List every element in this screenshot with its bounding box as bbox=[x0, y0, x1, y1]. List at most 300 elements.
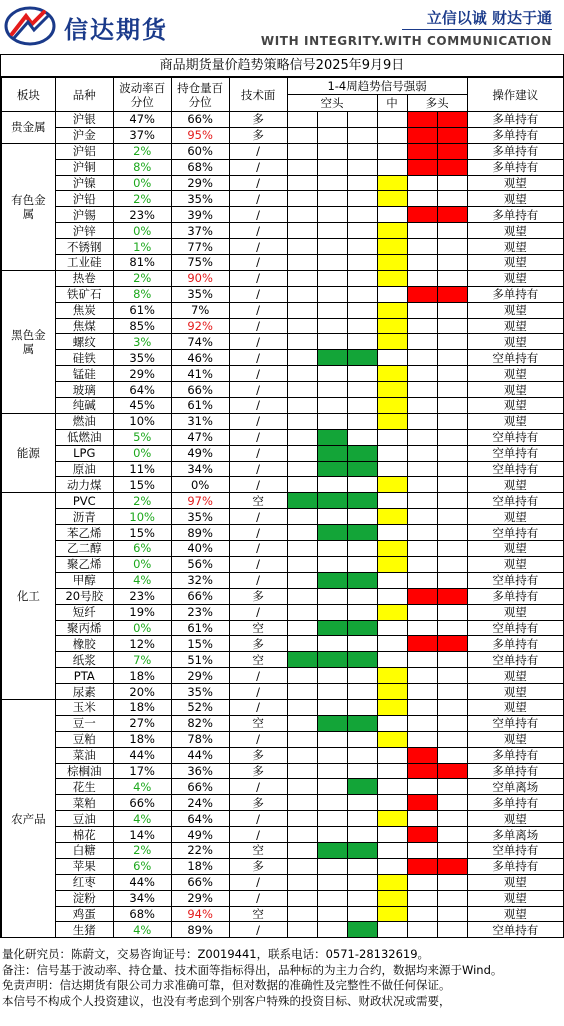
signal-cell bbox=[317, 827, 347, 843]
open-interest-cell: 66% bbox=[171, 382, 229, 398]
signal-cell bbox=[377, 175, 407, 191]
signal-cell bbox=[317, 620, 347, 636]
volatility-cell: 4% bbox=[113, 922, 171, 938]
signal-cell bbox=[407, 112, 437, 128]
advice-cell: 观望 bbox=[467, 382, 563, 398]
signal-cell bbox=[407, 572, 437, 588]
signal-cell bbox=[437, 461, 467, 477]
signal-cell bbox=[317, 255, 347, 271]
table-row bbox=[2, 890, 564, 906]
signal-cell bbox=[377, 906, 407, 922]
signal-cell bbox=[437, 556, 467, 572]
signal-cell bbox=[437, 636, 467, 652]
signal-cell bbox=[377, 398, 407, 414]
open-interest-cell: 66% bbox=[171, 588, 229, 604]
variety-cell: 玻璃 bbox=[55, 382, 113, 398]
volatility-cell: 3% bbox=[113, 334, 171, 350]
technical-cell: / bbox=[229, 509, 287, 525]
advice-cell: 观望 bbox=[467, 541, 563, 557]
signal-cell bbox=[377, 112, 407, 128]
signal-cell bbox=[347, 779, 377, 795]
signal-cell bbox=[317, 382, 347, 398]
table-row bbox=[2, 143, 564, 159]
signal-cell bbox=[347, 731, 377, 747]
technical-cell: 空 bbox=[229, 652, 287, 668]
signal-cell bbox=[437, 477, 467, 493]
signal-cell bbox=[317, 731, 347, 747]
signal-cell bbox=[437, 159, 467, 175]
footer-disclaimer-2: 本信号不构成个人投资建议，也没有考虑到个别客户特殊的投资目标、财政状况或需要， bbox=[2, 993, 451, 1008]
variety-cell: 纯碱 bbox=[55, 398, 113, 414]
signal-cell bbox=[347, 874, 377, 890]
signal-cell bbox=[377, 445, 407, 461]
table-row bbox=[2, 366, 564, 382]
table-row bbox=[2, 413, 564, 429]
table-row bbox=[2, 684, 564, 700]
advice-cell: 观望 bbox=[467, 668, 563, 684]
signal-cell bbox=[377, 922, 407, 938]
signal-cell bbox=[407, 668, 437, 684]
volatility-cell: 81% bbox=[113, 255, 171, 271]
volatility-cell: 6% bbox=[113, 858, 171, 874]
signal-cell bbox=[317, 127, 347, 143]
open-interest-cell: 36% bbox=[171, 763, 229, 779]
signal-cell bbox=[347, 477, 377, 493]
table-row bbox=[2, 652, 564, 668]
volatility-cell: 11% bbox=[113, 461, 171, 477]
technical-cell: / bbox=[229, 779, 287, 795]
signal-cell bbox=[407, 588, 437, 604]
open-interest-cell: 66% bbox=[171, 874, 229, 890]
footer-disclaimer: 免责声明：信达期货有限公司力求准确可靠，但对数据的准确性及完整性不做任何保证。 bbox=[2, 978, 451, 992]
volatility-cell: 4% bbox=[113, 779, 171, 795]
signal-cell bbox=[347, 493, 377, 509]
technical-cell: / bbox=[229, 159, 287, 175]
signal-cell bbox=[377, 159, 407, 175]
advice-cell: 多单持有 bbox=[467, 143, 563, 159]
variety-cell: 乙二醇 bbox=[55, 541, 113, 557]
signal-cell bbox=[407, 461, 437, 477]
variety-cell: 花生 bbox=[55, 779, 113, 795]
header-advice: 操作建议 bbox=[467, 78, 563, 112]
table-row bbox=[2, 525, 564, 541]
table-row bbox=[2, 270, 564, 286]
technical-cell: / bbox=[229, 556, 287, 572]
table-row bbox=[2, 445, 564, 461]
signal-cell bbox=[317, 795, 347, 811]
signal-cell bbox=[317, 143, 347, 159]
signal-cell bbox=[407, 652, 437, 668]
signal-cell bbox=[437, 620, 467, 636]
advice-cell: 观望 bbox=[467, 731, 563, 747]
signal-cell bbox=[317, 715, 347, 731]
signal-cell bbox=[347, 525, 377, 541]
volatility-cell: 0% bbox=[113, 175, 171, 191]
signal-cell bbox=[317, 556, 347, 572]
signal-cell bbox=[377, 874, 407, 890]
signal-cell bbox=[317, 604, 347, 620]
signal-cell bbox=[347, 699, 377, 715]
signal-cell bbox=[437, 270, 467, 286]
footer-note: 备注：信号基于波动率、持仓量、技术面等指标得出，品种标的为主力合约，数据均来源于Wind。 bbox=[2, 962, 503, 977]
signal-cell bbox=[287, 366, 317, 382]
volatility-cell: 18% bbox=[113, 668, 171, 684]
signal-cell bbox=[317, 477, 347, 493]
advice-cell: 空单持有 bbox=[467, 525, 563, 541]
advice-cell: 观望 bbox=[467, 398, 563, 414]
signal-cell bbox=[347, 684, 377, 700]
header-signal: 1-4周趋势信号强弱 bbox=[287, 78, 467, 95]
open-interest-cell: 39% bbox=[171, 207, 229, 223]
variety-cell: 焦炭 bbox=[55, 302, 113, 318]
signal-cell bbox=[287, 572, 317, 588]
signal-cell bbox=[377, 334, 407, 350]
signal-cell bbox=[347, 143, 377, 159]
table-row bbox=[2, 636, 564, 652]
signal-cell bbox=[437, 604, 467, 620]
table-row bbox=[2, 382, 564, 398]
signal-cell bbox=[347, 175, 377, 191]
variety-cell: 螺纹 bbox=[55, 334, 113, 350]
signal-cell bbox=[317, 429, 347, 445]
signal-cell bbox=[407, 191, 437, 207]
signal-table-body bbox=[2, 112, 564, 938]
technical-cell: / bbox=[229, 223, 287, 239]
signal-cell bbox=[347, 842, 377, 858]
table-row bbox=[2, 668, 564, 684]
volatility-cell: 10% bbox=[113, 413, 171, 429]
header-sector: 板块 bbox=[2, 78, 56, 112]
signal-cell bbox=[437, 588, 467, 604]
technical-cell: / bbox=[229, 413, 287, 429]
advice-cell: 多单持有 bbox=[467, 588, 563, 604]
signal-cell bbox=[407, 874, 437, 890]
open-interest-cell: 66% bbox=[171, 112, 229, 128]
open-interest-cell: 31% bbox=[171, 413, 229, 429]
sector-cell: 农产品 bbox=[2, 699, 56, 937]
open-interest-cell: 61% bbox=[171, 620, 229, 636]
table-row bbox=[2, 223, 564, 239]
volatility-cell: 2% bbox=[113, 842, 171, 858]
signal-cell bbox=[407, 350, 437, 366]
signal-cell bbox=[407, 445, 437, 461]
signal-cell bbox=[287, 302, 317, 318]
signal-cell bbox=[377, 684, 407, 700]
signal-cell bbox=[407, 620, 437, 636]
volatility-cell: 23% bbox=[113, 207, 171, 223]
technical-cell: / bbox=[229, 699, 287, 715]
signal-cell bbox=[377, 572, 407, 588]
signal-cell bbox=[287, 318, 317, 334]
variety-cell: 沪锡 bbox=[55, 207, 113, 223]
signal-cell bbox=[437, 668, 467, 684]
signal-table bbox=[1, 77, 564, 938]
variety-cell: 淀粉 bbox=[55, 890, 113, 906]
open-interest-cell: 29% bbox=[171, 890, 229, 906]
technical-cell: / bbox=[229, 350, 287, 366]
open-interest-cell: 51% bbox=[171, 652, 229, 668]
advice-cell: 多单离场 bbox=[467, 827, 563, 843]
signal-cell bbox=[407, 318, 437, 334]
signal-cell bbox=[287, 255, 317, 271]
signal-cell bbox=[437, 255, 467, 271]
open-interest-cell: 97% bbox=[171, 493, 229, 509]
signal-cell bbox=[377, 731, 407, 747]
signal-cell bbox=[437, 350, 467, 366]
table-row bbox=[2, 556, 564, 572]
advice-cell: 多单持有 bbox=[467, 207, 563, 223]
variety-cell: LPG bbox=[55, 445, 113, 461]
signal-cell bbox=[407, 286, 437, 302]
signal-cell bbox=[377, 366, 407, 382]
signal-cell bbox=[377, 604, 407, 620]
table-row bbox=[2, 159, 564, 175]
signal-cell bbox=[407, 636, 437, 652]
signal-cell bbox=[377, 382, 407, 398]
open-interest-cell: 46% bbox=[171, 350, 229, 366]
volatility-cell: 20% bbox=[113, 684, 171, 700]
table-row bbox=[2, 588, 564, 604]
variety-cell: 沪银 bbox=[55, 112, 113, 128]
signal-cell bbox=[377, 318, 407, 334]
signal-cell bbox=[287, 890, 317, 906]
open-interest-cell: 22% bbox=[171, 842, 229, 858]
volatility-cell: 12% bbox=[113, 636, 171, 652]
technical-cell: 多 bbox=[229, 588, 287, 604]
advice-cell: 观望 bbox=[467, 906, 563, 922]
signal-cell bbox=[287, 668, 317, 684]
signal-cell bbox=[407, 509, 437, 525]
technical-cell: / bbox=[229, 541, 287, 557]
signal-cell bbox=[437, 731, 467, 747]
advice-cell: 观望 bbox=[467, 223, 563, 239]
variety-cell: 苹果 bbox=[55, 858, 113, 874]
header-mid: 中 bbox=[377, 95, 407, 112]
signal-cell bbox=[437, 366, 467, 382]
volatility-cell: 15% bbox=[113, 525, 171, 541]
signal-cell bbox=[377, 255, 407, 271]
signal-cell bbox=[377, 842, 407, 858]
signal-cell bbox=[317, 525, 347, 541]
signal-cell bbox=[317, 541, 347, 557]
signal-cell bbox=[347, 811, 377, 827]
signal-cell bbox=[347, 763, 377, 779]
signal-cell bbox=[317, 223, 347, 239]
signal-cell bbox=[317, 270, 347, 286]
slogan: 立信以诚 财达于通 bbox=[426, 9, 552, 27]
signal-cell bbox=[347, 509, 377, 525]
signal-cell bbox=[377, 795, 407, 811]
signal-cell bbox=[407, 890, 437, 906]
signal-cell bbox=[317, 191, 347, 207]
advice-cell: 多单持有 bbox=[467, 127, 563, 143]
open-interest-cell: 24% bbox=[171, 795, 229, 811]
technical-cell: / bbox=[229, 175, 287, 191]
table-row bbox=[2, 334, 564, 350]
volatility-cell: 45% bbox=[113, 398, 171, 414]
volatility-cell: 6% bbox=[113, 541, 171, 557]
variety-cell: 焦煤 bbox=[55, 318, 113, 334]
signal-cell bbox=[317, 413, 347, 429]
footer-researcher: 量化研究员：陈蔚文，交易咨询证号：Z0019441，联系电话：0571-28132619。 bbox=[2, 947, 430, 961]
advice-cell: 观望 bbox=[467, 556, 563, 572]
advice-cell: 多单持有 bbox=[467, 858, 563, 874]
variety-cell: PVC bbox=[55, 493, 113, 509]
open-interest-cell: 15% bbox=[171, 636, 229, 652]
signal-cell bbox=[407, 398, 437, 414]
table-row bbox=[2, 779, 564, 795]
open-interest-cell: 94% bbox=[171, 906, 229, 922]
signal-cell bbox=[377, 223, 407, 239]
volatility-cell: 7% bbox=[113, 652, 171, 668]
open-interest-cell: 35% bbox=[171, 684, 229, 700]
signal-cell bbox=[347, 652, 377, 668]
variety-cell: 棉花 bbox=[55, 827, 113, 843]
volatility-cell: 17% bbox=[113, 763, 171, 779]
signal-cell bbox=[347, 620, 377, 636]
advice-cell: 空单持有 bbox=[467, 715, 563, 731]
advice-cell: 空单持有 bbox=[467, 429, 563, 445]
tagline: WITH INTEGRITY.WITH COMMUNICATION bbox=[260, 34, 552, 48]
signal-cell bbox=[437, 127, 467, 143]
table-row bbox=[2, 461, 564, 477]
signal-cell bbox=[317, 318, 347, 334]
signal-cell bbox=[407, 525, 437, 541]
technical-cell: 空 bbox=[229, 620, 287, 636]
signal-cell bbox=[347, 286, 377, 302]
volatility-cell: 85% bbox=[113, 318, 171, 334]
variety-cell: 玉米 bbox=[55, 699, 113, 715]
signal-cell bbox=[407, 684, 437, 700]
variety-cell: 沪锌 bbox=[55, 223, 113, 239]
variety-cell: 锰硅 bbox=[55, 366, 113, 382]
advice-cell: 观望 bbox=[467, 175, 563, 191]
volatility-cell: 37% bbox=[113, 127, 171, 143]
signal-cell bbox=[407, 795, 437, 811]
variety-cell: 工业硅 bbox=[55, 255, 113, 271]
signal-cell bbox=[377, 429, 407, 445]
technical-cell: / bbox=[229, 143, 287, 159]
table-row bbox=[2, 493, 564, 509]
technical-cell: / bbox=[229, 366, 287, 382]
signal-cell bbox=[377, 477, 407, 493]
table-row bbox=[2, 255, 564, 271]
advice-cell: 观望 bbox=[467, 302, 563, 318]
signal-cell bbox=[287, 509, 317, 525]
sector-cell: 化工 bbox=[2, 493, 56, 700]
technical-cell: 空 bbox=[229, 906, 287, 922]
signal-cell bbox=[377, 493, 407, 509]
volatility-cell: 44% bbox=[113, 874, 171, 890]
signal-cell bbox=[377, 302, 407, 318]
volatility-cell: 2% bbox=[113, 493, 171, 509]
signal-cell bbox=[437, 795, 467, 811]
signal-cell bbox=[377, 747, 407, 763]
signal-cell bbox=[437, 874, 467, 890]
signal-cell bbox=[437, 429, 467, 445]
volatility-cell: 68% bbox=[113, 906, 171, 922]
variety-cell: 短纤 bbox=[55, 604, 113, 620]
signal-cell bbox=[377, 350, 407, 366]
technical-cell: / bbox=[229, 239, 287, 255]
signal-cell bbox=[407, 255, 437, 271]
signal-cell bbox=[287, 636, 317, 652]
signal-cell bbox=[317, 207, 347, 223]
advice-cell: 观望 bbox=[467, 239, 563, 255]
technical-cell: / bbox=[229, 811, 287, 827]
signal-cell bbox=[317, 652, 347, 668]
volatility-cell: 8% bbox=[113, 286, 171, 302]
signal-cell bbox=[407, 302, 437, 318]
signal-cell bbox=[407, 334, 437, 350]
signal-cell bbox=[317, 588, 347, 604]
signal-cell bbox=[317, 366, 347, 382]
technical-cell: / bbox=[229, 461, 287, 477]
signal-cell bbox=[407, 763, 437, 779]
open-interest-cell: 47% bbox=[171, 429, 229, 445]
signal-cell bbox=[317, 286, 347, 302]
variety-cell: 沪镍 bbox=[55, 175, 113, 191]
signal-cell bbox=[377, 525, 407, 541]
signal-cell bbox=[347, 350, 377, 366]
signal-cell bbox=[407, 270, 437, 286]
signal-cell bbox=[347, 191, 377, 207]
table-row bbox=[2, 858, 564, 874]
table-row bbox=[2, 906, 564, 922]
signal-cell bbox=[437, 922, 467, 938]
signal-cell bbox=[377, 668, 407, 684]
signal-cell bbox=[377, 413, 407, 429]
signal-cell bbox=[407, 143, 437, 159]
volatility-cell: 0% bbox=[113, 223, 171, 239]
volatility-cell: 15% bbox=[113, 477, 171, 493]
advice-cell: 观望 bbox=[467, 699, 563, 715]
volatility-cell: 44% bbox=[113, 747, 171, 763]
signal-cell bbox=[437, 334, 467, 350]
signal-cell bbox=[317, 572, 347, 588]
signal-cell bbox=[347, 127, 377, 143]
advice-cell: 多单持有 bbox=[467, 763, 563, 779]
signal-cell bbox=[437, 858, 467, 874]
signal-cell bbox=[407, 811, 437, 827]
open-interest-cell: 82% bbox=[171, 715, 229, 731]
technical-cell: / bbox=[229, 827, 287, 843]
open-interest-cell: 60% bbox=[171, 143, 229, 159]
technical-cell: / bbox=[229, 684, 287, 700]
signal-cell bbox=[437, 890, 467, 906]
sector-cell: 能源 bbox=[2, 413, 56, 492]
table-row bbox=[2, 604, 564, 620]
table-row bbox=[2, 318, 564, 334]
signal-cell bbox=[377, 715, 407, 731]
technical-cell: / bbox=[229, 191, 287, 207]
advice-cell: 多单持有 bbox=[467, 159, 563, 175]
signal-cell bbox=[317, 874, 347, 890]
advice-cell: 空单持有 bbox=[467, 652, 563, 668]
table-row bbox=[2, 541, 564, 557]
signal-sheet bbox=[0, 54, 564, 938]
signal-cell bbox=[317, 842, 347, 858]
technical-cell: / bbox=[229, 286, 287, 302]
signal-cell bbox=[347, 382, 377, 398]
variety-cell: 沥青 bbox=[55, 509, 113, 525]
signal-cell bbox=[347, 334, 377, 350]
volatility-cell: 35% bbox=[113, 350, 171, 366]
signal-cell bbox=[287, 620, 317, 636]
variety-cell: 橡胶 bbox=[55, 636, 113, 652]
advice-cell: 观望 bbox=[467, 270, 563, 286]
signal-cell bbox=[407, 922, 437, 938]
